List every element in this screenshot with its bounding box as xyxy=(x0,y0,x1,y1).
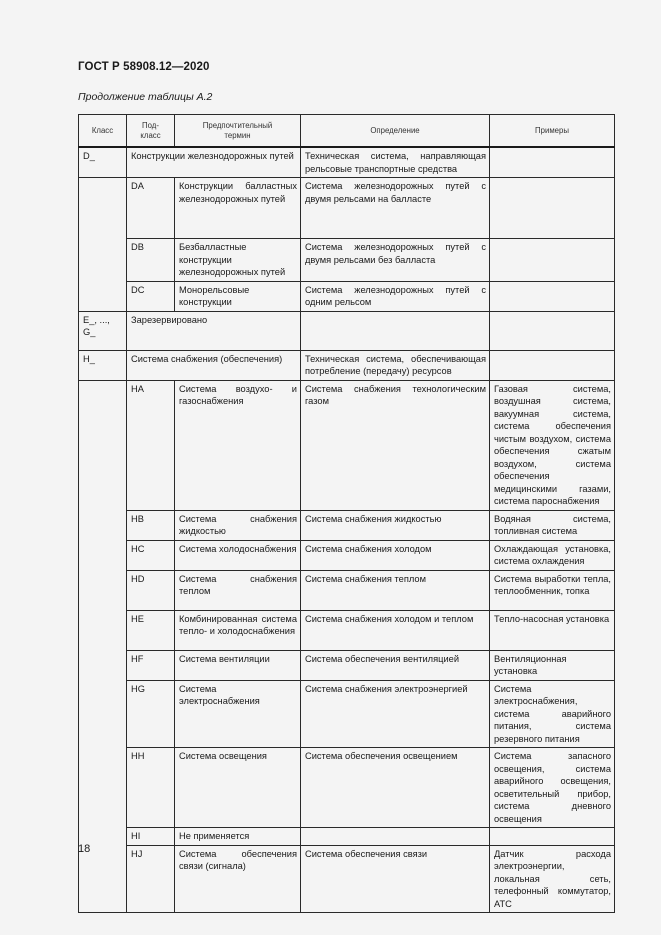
cell-definition xyxy=(301,311,490,350)
cell-term: Система электроснабжения xyxy=(175,680,301,748)
cell-subclass: HF xyxy=(127,650,175,680)
cell-subclass: HC xyxy=(127,540,175,570)
cell-definition: Система снабжения теплом xyxy=(301,570,490,610)
document-code: ГОСТ Р 58908.12—2020 xyxy=(78,61,210,73)
cell-examples: Газовая система, воздушная система, вакуумная система, система обеспечения чистым воздухом, система обеспечения сжатым воздухом, система обеспечения медицинскими газами, система пароснабжения xyxy=(490,380,615,510)
cell-term: Система холодоснабжения xyxy=(175,540,301,570)
cell-definition: Техническая система, обеспечивающая потребление (передачу) ресурсов xyxy=(301,350,490,380)
table-row xyxy=(79,178,615,239)
cell-subclass: HE xyxy=(127,610,175,650)
cell-examples: Система запасного освещения, система аварийного освещения, осветительный прибор, система дневного освещения xyxy=(490,748,615,828)
table-row xyxy=(79,510,615,540)
cell-definition: Система обеспечения освещением xyxy=(301,748,490,828)
cell-examples: Вентиляционная установка xyxy=(490,650,615,680)
cell-subclass: DA xyxy=(127,178,175,239)
cell-definition: Система обеспечения вентиляцией xyxy=(301,650,490,680)
cell-class xyxy=(79,380,127,913)
cell-definition: Техническая система, направляющая рельсовые транспортные средства xyxy=(301,147,490,178)
cell-examples: Тепло-насосная установка xyxy=(490,610,615,650)
cell-examples xyxy=(490,281,615,311)
cell-term: Система снабжения жидкостью xyxy=(175,510,301,540)
table-header-row xyxy=(79,115,615,148)
cell-examples: Система выработки тепла, теплообменник, топка xyxy=(490,570,615,610)
cell-examples xyxy=(490,311,615,350)
cell-examples: Охлаждающая установка, система охлаждения xyxy=(490,540,615,570)
cell-examples: Водяная система, топливная система xyxy=(490,510,615,540)
column-header-term: Предпочтительный термин xyxy=(175,115,301,148)
table-continuation-caption: Продолжение таблицы А.2 xyxy=(78,91,213,103)
cell-definition: Система снабжения жидкостью xyxy=(301,510,490,540)
table-row xyxy=(79,570,615,610)
page-number: 18 xyxy=(78,843,91,855)
cell-term: Система воздухо- и газоснабжения xyxy=(175,380,301,510)
cell-term: Система вентиляции xyxy=(175,650,301,680)
cell-subclass: HB xyxy=(127,510,175,540)
table-row xyxy=(79,680,615,748)
cell-examples xyxy=(490,239,615,282)
cell-subclass: DC xyxy=(127,281,175,311)
cell-term: Безбалластные конструкции железнодорожных путей xyxy=(175,239,301,282)
cell-definition: Система железнодорожных путей с одним рельсом xyxy=(301,281,490,311)
cell-term: Система обеспечения связи (сигнала) xyxy=(175,845,301,913)
column-header-definition: Определение xyxy=(301,115,490,148)
cell-examples xyxy=(490,828,615,846)
cell-term: Не применяется xyxy=(175,828,301,846)
table-row xyxy=(79,845,615,913)
table-row xyxy=(79,748,615,828)
cell-class xyxy=(79,178,127,312)
cell-subclass: HJ xyxy=(127,845,175,913)
cell-definition: Система железнодорожных путей с двумя рельсами на балласте xyxy=(301,178,490,239)
cell-subclass: HH xyxy=(127,748,175,828)
cell-definition: Система снабжения холодом и теплом xyxy=(301,610,490,650)
cell-term: Система снабжения теплом xyxy=(175,570,301,610)
table-row xyxy=(79,610,615,650)
table-row xyxy=(79,147,615,178)
cell-term: Система снабжения (обеспечения) xyxy=(127,350,301,380)
table-row xyxy=(79,828,615,846)
cell-definition: Система снабжения электроэнергией xyxy=(301,680,490,748)
cell-definition: Система железнодорожных путей с двумя рельсами без балласта xyxy=(301,239,490,282)
table-row xyxy=(79,281,615,311)
cell-subclass: HI xyxy=(127,828,175,846)
cell-examples: Датчик расхода электроэнергии, локальная сеть, телефонный коммутатор, АТС xyxy=(490,845,615,913)
cell-subclass: HD xyxy=(127,570,175,610)
cell-class: E_, ..., G_ xyxy=(79,311,127,350)
table-row xyxy=(79,650,615,680)
table-row xyxy=(79,540,615,570)
cell-class: H_ xyxy=(79,350,127,380)
cell-definition: Система снабжения технологическим газом xyxy=(301,380,490,510)
cell-term: Конструкции балластных железнодорожных путей xyxy=(175,178,301,239)
table-row xyxy=(79,311,615,350)
cell-term: Система освещения xyxy=(175,748,301,828)
cell-term: Комбинированная система тепло- и холодоснабжения xyxy=(175,610,301,650)
cell-definition xyxy=(301,828,490,846)
table-row xyxy=(79,350,615,380)
cell-term: Монорельсовые конструкции xyxy=(175,281,301,311)
cell-subclass: HA xyxy=(127,380,175,510)
cell-term: Зарезервировано xyxy=(127,311,301,350)
column-header-subclass: Под- класс xyxy=(127,115,175,148)
cell-examples xyxy=(490,350,615,380)
cell-definition: Система снабжения холодом xyxy=(301,540,490,570)
cell-examples xyxy=(490,178,615,239)
cell-term: Конструкции железнодорожных путей xyxy=(127,147,301,178)
cell-subclass: HG xyxy=(127,680,175,748)
column-header-class: Класс xyxy=(79,115,127,148)
cell-class: D_ xyxy=(79,147,127,178)
cell-examples xyxy=(490,147,615,178)
table-row xyxy=(79,380,615,510)
cell-subclass: DB xyxy=(127,239,175,282)
cell-examples: Система электроснабжения, система аварийного питания, система резервного питания xyxy=(490,680,615,748)
cell-definition: Система обеспечения связи xyxy=(301,845,490,913)
classification-table xyxy=(78,114,615,913)
column-header-examples: Примеры xyxy=(490,115,615,148)
table-row xyxy=(79,239,615,282)
